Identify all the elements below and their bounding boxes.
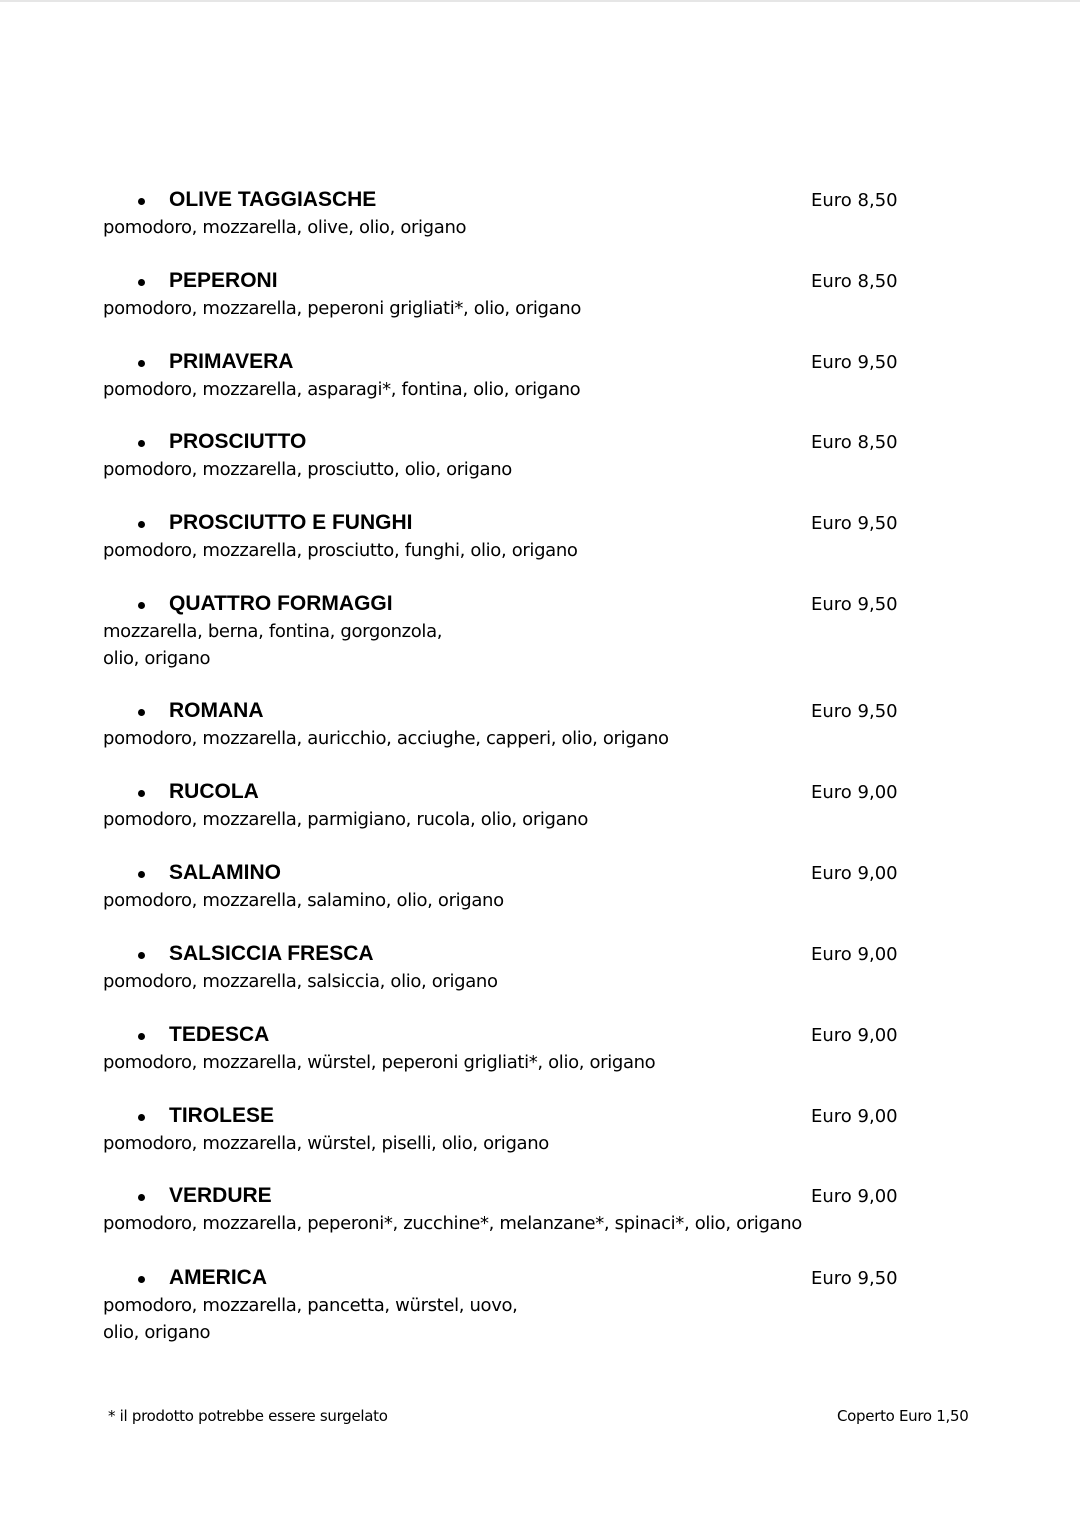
item-name: PROSCIUTTO E FUNGHI — [169, 511, 413, 534]
item-description — [103, 806, 588, 833]
item-description-line: pomodoro, mozzarella, auricchio, acciughe, capperi, olio, origano — [103, 728, 669, 749]
item-description-line: pomodoro, mozzarella, peperoni*, zucchine*, melanzane*, spinaci*, olio, origano — [103, 1213, 802, 1234]
item-description — [103, 214, 466, 241]
bullet-icon — [138, 709, 145, 716]
item-description — [103, 887, 504, 914]
item-name: AMERICA — [169, 1266, 267, 1289]
item-price: Euro 9,50 — [811, 594, 898, 615]
item-price: Euro 8,50 — [811, 190, 898, 211]
bullet-icon — [138, 1194, 145, 1201]
item-price: Euro 9,00 — [811, 1106, 898, 1127]
item-price: Euro 8,50 — [811, 271, 898, 292]
bullet-icon — [138, 1033, 145, 1040]
item-description-line: pomodoro, mozzarella, asparagi*, fontina, olio, origano — [103, 379, 581, 400]
bullet-icon — [138, 602, 145, 609]
item-price: Euro 9,00 — [811, 944, 898, 965]
item-description-line: pomodoro, mozzarella, würstel, piselli, olio, origano — [103, 1133, 549, 1154]
item-description-line: olio, origano — [103, 648, 211, 669]
item-description — [103, 968, 498, 995]
item-name: PROSCIUTTO — [169, 430, 307, 453]
item-description-line: pomodoro, mozzarella, olive, olio, origano — [103, 217, 467, 238]
item-description-line: pomodoro, mozzarella, würstel, peperoni grigliati*, olio, origano — [103, 1052, 656, 1073]
bullet-icon — [138, 952, 145, 959]
bullet-icon — [138, 521, 145, 528]
bullet-icon — [138, 790, 145, 797]
item-price: Euro 9,50 — [811, 701, 898, 722]
page-top-border — [0, 0, 1080, 2]
item-description — [103, 1210, 802, 1237]
bullet-icon — [138, 440, 145, 447]
item-name: QUATTRO FORMAGGI — [169, 592, 393, 615]
item-price: Euro 9,00 — [811, 1025, 898, 1046]
item-price: Euro 9,50 — [811, 352, 898, 373]
item-name: RUCOLA — [169, 780, 259, 803]
frozen-product-footnote: * il prodotto potrebbe essere surgelato — [108, 1407, 388, 1425]
item-description — [103, 456, 512, 483]
item-price: Euro 8,50 — [811, 432, 898, 453]
item-description — [103, 618, 442, 672]
item-description-line: mozzarella, berna, fontina, gorgonzola, — [103, 621, 443, 642]
bullet-icon — [138, 1276, 145, 1283]
bullet-icon — [138, 279, 145, 286]
item-description-line: pomodoro, mozzarella, salamino, olio, origano — [103, 890, 504, 911]
item-description — [103, 725, 669, 752]
bullet-icon — [138, 871, 145, 878]
item-description — [103, 1130, 549, 1157]
item-description — [103, 1292, 518, 1346]
item-name: OLIVE TAGGIASCHE — [169, 188, 377, 211]
cover-charge: Coperto Euro 1,50 — [837, 1407, 969, 1425]
item-description-line: olio, origano — [103, 1322, 211, 1343]
item-name: TEDESCA — [169, 1023, 270, 1046]
item-price: Euro 9,00 — [811, 782, 898, 803]
item-price: Euro 9,00 — [811, 863, 898, 884]
item-name: PRIMAVERA — [169, 350, 294, 373]
item-name: TIROLESE — [169, 1104, 275, 1127]
item-description — [103, 295, 581, 322]
item-description-line: pomodoro, mozzarella, prosciutto, funghi, olio, origano — [103, 540, 578, 561]
item-description-line: pomodoro, mozzarella, peperoni grigliati*, olio, origano — [103, 298, 582, 319]
item-description — [103, 376, 580, 403]
item-name: SALSICCIA FRESCA — [169, 942, 374, 965]
item-description-line: pomodoro, mozzarella, pancetta, würstel, uovo, — [103, 1295, 518, 1316]
item-price: Euro 9,50 — [811, 1268, 898, 1289]
item-description-line: pomodoro, mozzarella, salsiccia, olio, origano — [103, 971, 498, 992]
item-description-line: pomodoro, mozzarella, parmigiano, rucola, olio, origano — [103, 809, 589, 830]
bullet-icon — [138, 1114, 145, 1121]
item-price: Euro 9,50 — [811, 513, 898, 534]
bullet-icon — [138, 198, 145, 205]
item-name: PEPERONI — [169, 269, 278, 292]
item-price: Euro 9,00 — [811, 1186, 898, 1207]
item-name: VERDURE — [169, 1184, 272, 1207]
item-description-line: pomodoro, mozzarella, prosciutto, olio, origano — [103, 459, 512, 480]
item-description — [103, 537, 578, 564]
bullet-icon — [138, 360, 145, 367]
item-name: SALAMINO — [169, 861, 281, 884]
item-description — [103, 1049, 655, 1076]
item-name: ROMANA — [169, 699, 264, 722]
